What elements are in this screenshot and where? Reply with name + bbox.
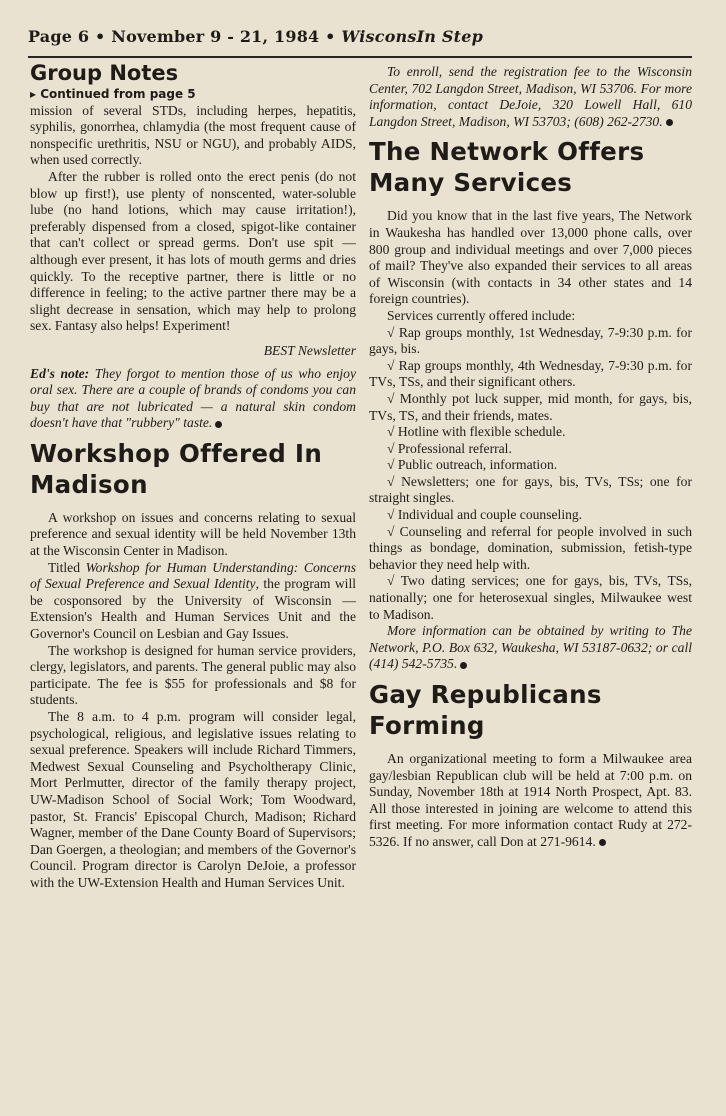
- workshop-p4: The 8 a.m. to 4 p.m. program will consider legal, psychological, religious, and legislative issues relating to sexual preference. Speakers will include Richard Timmers, Medwest Sexual Counseling and Psycholtherapy Clinic, Mort Perlmutter, director of the family therapy project, UW-Madison School of Social Work; Tom Woodward, pastor, St. Francis' Episcopal Church, Madison; Richard Wagner, member of the Dane County Board of Supervisors; Dan Goergen, a theologian; and members of the Governor's Council. Program director is Carolyn DeJoie, a professor with the UW-Extension Health and Human Services Unit.: [30, 709, 356, 890]
- editor-note-text: They forgot to mention those of us who enjoy oral sex. There are a couple of brands of condoms you can buy that are not lubricated — a natural skin condom doesn't have that "rubbery" taste.: [30, 365, 356, 431]
- network-p2: Services currently offered include:: [387, 307, 576, 323]
- editor-note: [30, 366, 356, 432]
- list-item: √ Individual and couple counseling.: [387, 507, 583, 523]
- page-number: Page 6: [28, 27, 90, 46]
- list-item: √ Rap groups monthly, 4th Wednesday, 7-9:30 p.m. for TVs, TSs, and their significant others.: [369, 357, 692, 390]
- header-rule: [28, 56, 692, 58]
- group-notes-title: Group Notes: [30, 61, 179, 85]
- workshop-p2: Titled Workshop for Human Understanding: Concerns of Sexual Preference and Sexual Identity, the program will be cosponsored by the University of Wisconsin — Extension's Health and Human Services Unit and the Governor's Council on Lesbian and Gay Issues.: [30, 559, 357, 642]
- source-credit: BEST Newsletter: [263, 342, 356, 358]
- list-item: √ Professional referral.: [387, 440, 512, 456]
- editor-note-label: Ed's note:: [30, 365, 90, 381]
- list-item: √ Rap groups monthly, 1st Wednesday, 7-9:30 p.m. for gays, bis.: [369, 324, 692, 357]
- list-item: √ Public outreach, information.: [387, 457, 558, 473]
- republicans-p1: An organizational meeting to form a Milwaukee area gay/lesbian Republican club will be held at 7:00 p.m. on Sunday, November 18th at 1914 North Prospect, Apt. 83. All those interested in joining are welcome to attend this first meeting. For more information contact Rudy at 272-5326. If no answer, call Don at 271-9614.: [369, 751, 692, 849]
- left-column: [30, 60, 356, 892]
- page-header: Page 6 • November 9 - 21, 1984 • WisconsIn Step: [28, 27, 484, 46]
- end-mark: [215, 421, 222, 428]
- publication-name: WisconsIn Step: [341, 27, 484, 46]
- network-more-info: More information can be obtained by writing to The Network, P.O. Box 632, Waukesha, WI 53187-0632; or call (414) 542-5735.: [369, 623, 692, 672]
- workshop-p3: The workshop is designed for human service providers, clergy, legislators, and parents. The general public may also participate. The fee is $55 for professionals and $8 for students.: [30, 642, 356, 708]
- list-item: √ Two dating services; one for gays, bis, TVs, TSs, nationally; one for heterosexual singles, Milwaukee west to Madison.: [369, 573, 692, 622]
- list-item: √ Hotline with flexible schedule.: [387, 424, 566, 440]
- network-title: The Network Offers Many Services: [369, 137, 645, 198]
- network-p1: Did you know that in the last five years, The Network in Waukesha has handled over 13,000 phone calls, over 800 group and individual meetings and over 7,000 pieces of mail? They've also expanded their services to all areas of Wisconsin (with contacts in 34 other states and 14 foreign countries).: [369, 208, 692, 307]
- end-mark: [599, 839, 606, 846]
- workshop-p1: A workshop on issues and concerns relating to sexual preference and sexual identity will be held November 13th at the Wisconsin Center in Madison.: [30, 509, 356, 559]
- end-mark: [460, 662, 467, 669]
- workshop-title: Workshop Offered In Madison: [30, 438, 323, 499]
- workshop-program-title: Workshop for Human Understanding: Concerns of Sexual Preference and Sexual Identity: [30, 559, 356, 592]
- continued-line: ▸ Continued from page 5: [30, 87, 196, 101]
- republicans-title: Gay Republicans Forming: [369, 680, 602, 740]
- group-notes-p2: After the rubber is rolled onto the erect penis (do not blow up first!), use plenty of nonscented, water-soluble lube (no hand lotions, which may cause irritation!), preferably dispensed from a closed, spigot-like container that can't collect or spread germs. Don't use spit — although ever present, it has lots of mouth germs and dries quickly. To the receptive partner, there is little or no difference in feeling; to the active partner there may be a slight decrease in sensation, which may help to prolong sex. Fantasy also helps! Experiment!: [30, 168, 356, 334]
- group-notes-p1: mission of several STDs, including herpes, hepatitis, syphilis, gonorrhea, chlamydia (the most frequent cause of nonspecific urethritis, NSU or NGU), and probably AIDS, when used correctly.: [30, 102, 356, 168]
- services-list: [369, 325, 692, 624]
- issue-date: November 9 - 21, 1984: [111, 27, 320, 46]
- list-item: √ Newsletters; one for gays, bis, TVs, TSs; one for straight singles.: [369, 473, 692, 506]
- list-item: √ Counseling and referral for people involved in such things as bondage, domination, submission, fetish-type behavior they need help with.: [369, 523, 692, 572]
- workshop-p5: To enroll, send the registration fee to the Wisconsin Center, 702 Langdon Street, Madison, WI 53706. For more information, contact DeJoie, 320 Lowell Hall, 610 Langdon Street, Madison, WI 53703; (608) 262-2730.: [369, 64, 692, 129]
- end-mark: [666, 119, 673, 126]
- right-column: [369, 64, 692, 851]
- list-item: √ Monthly pot luck supper, mid month, for gays, bis, TVs, TS, and their friends, mates.: [369, 390, 692, 423]
